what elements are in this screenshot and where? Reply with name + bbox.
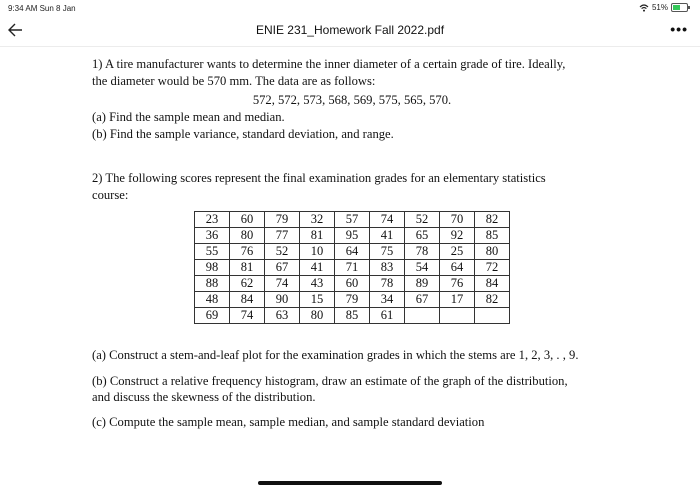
table-cell: 60 xyxy=(230,212,265,228)
table-cell: 74 xyxy=(265,276,300,292)
table-row xyxy=(195,260,510,276)
table-cell: 78 xyxy=(370,276,405,292)
table-cell: 72 xyxy=(475,260,510,276)
table-cell: 52 xyxy=(265,244,300,260)
q1-data: 572, 572, 573, 568, 569, 575, 565, 570. xyxy=(252,93,452,107)
table-cell: 84 xyxy=(230,292,265,308)
table-cell: 10 xyxy=(300,244,335,260)
table-cell: 80 xyxy=(230,228,265,244)
table-cell: 61 xyxy=(370,308,405,324)
table-cell: 48 xyxy=(195,292,230,308)
table-cell: 69 xyxy=(195,308,230,324)
table-cell: 41 xyxy=(370,228,405,244)
table-cell: 77 xyxy=(265,228,300,244)
table-cell: 80 xyxy=(300,308,335,324)
q2-part-c: (c) Compute the sample mean, sample median, and sample standard deviation xyxy=(92,415,485,429)
table-cell: 80 xyxy=(475,244,510,260)
table-cell: 52 xyxy=(405,212,440,228)
table-row xyxy=(195,244,510,260)
table-cell: 90 xyxy=(265,292,300,308)
table-cell: 83 xyxy=(370,260,405,276)
table-row xyxy=(195,292,510,308)
table-cell: 57 xyxy=(335,212,370,228)
table-cell: 15 xyxy=(300,292,335,308)
table-cell: 55 xyxy=(195,244,230,260)
table-cell: 76 xyxy=(230,244,265,260)
table-cell: 34 xyxy=(370,292,405,308)
table-row xyxy=(195,212,510,228)
table-cell: 74 xyxy=(370,212,405,228)
table-cell: 82 xyxy=(475,212,510,228)
status-time: 9:34 AM Sun 8 Jan xyxy=(8,4,76,13)
table-cell: 64 xyxy=(440,260,475,276)
table-cell: 64 xyxy=(335,244,370,260)
q2-part-b-line2: and discuss the skewness of the distribution. xyxy=(92,390,316,404)
table-cell: 54 xyxy=(405,260,440,276)
table-cell xyxy=(440,308,475,324)
table-cell xyxy=(405,308,440,324)
table-row xyxy=(195,228,510,244)
table-cell: 41 xyxy=(300,260,335,276)
q1-part-a: (a) Find the sample mean and median. xyxy=(92,110,285,124)
table-cell: 85 xyxy=(475,228,510,244)
more-icon[interactable]: ••• xyxy=(670,21,688,37)
table-cell: 88 xyxy=(195,276,230,292)
table-cell: 95 xyxy=(335,228,370,244)
battery-icon xyxy=(671,3,688,12)
table-cell: 23 xyxy=(195,212,230,228)
table-cell: 78 xyxy=(405,244,440,260)
table-cell: 85 xyxy=(335,308,370,324)
wifi-icon xyxy=(639,4,649,12)
table-cell: 81 xyxy=(230,260,265,276)
table-cell: 63 xyxy=(265,308,300,324)
table-row xyxy=(195,276,510,292)
table-cell: 25 xyxy=(440,244,475,260)
q2-part-b-line1: (b) Construct a relative frequency histogram, draw an estimate of the graph of the distribution, xyxy=(92,374,568,388)
table-cell: 92 xyxy=(440,228,475,244)
table-cell: 79 xyxy=(335,292,370,308)
battery-percent: 51% xyxy=(651,3,668,12)
table-cell: 17 xyxy=(440,292,475,308)
table-cell: 98 xyxy=(195,260,230,276)
table-cell: 75 xyxy=(370,244,405,260)
nav-bar xyxy=(0,16,700,47)
table-cell: 76 xyxy=(440,276,475,292)
status-right xyxy=(639,3,688,12)
table-cell: 36 xyxy=(195,228,230,244)
table-cell: 65 xyxy=(405,228,440,244)
battery-level xyxy=(673,5,680,10)
table-cell: 67 xyxy=(405,292,440,308)
table-cell xyxy=(475,308,510,324)
q2-line1: 2) The following scores represent the final examination grades for an elementary statistics xyxy=(92,171,546,185)
table-cell: 84 xyxy=(475,276,510,292)
table-cell: 81 xyxy=(300,228,335,244)
status-bar xyxy=(0,0,700,16)
table-cell: 82 xyxy=(475,292,510,308)
grades-table xyxy=(194,211,510,324)
table-cell: 60 xyxy=(335,276,370,292)
table-cell: 79 xyxy=(265,212,300,228)
q1-line2: the diameter would be 570 mm. The data are as follows: xyxy=(92,74,376,88)
table-cell: 67 xyxy=(265,260,300,276)
table-cell: 74 xyxy=(230,308,265,324)
table-cell: 89 xyxy=(405,276,440,292)
q2-line2: course: xyxy=(92,188,129,202)
q2-part-a: (a) Construct a stem-and-leaf plot for the examination grades in which the stems are 1, 2, 3, . , 9. xyxy=(92,348,579,362)
pdf-page xyxy=(0,47,700,489)
table-row xyxy=(195,308,510,324)
table-cell: 70 xyxy=(440,212,475,228)
table-cell: 71 xyxy=(335,260,370,276)
document-title: ENIE 231_Homework Fall 2022.pdf xyxy=(255,23,445,37)
table-cell: 43 xyxy=(300,276,335,292)
home-indicator[interactable] xyxy=(258,481,442,485)
table-cell: 62 xyxy=(230,276,265,292)
q1-part-b: (b) Find the sample variance, standard deviation, and range. xyxy=(92,127,394,141)
table-cell: 32 xyxy=(300,212,335,228)
q1-line1: 1) A tire manufacturer wants to determine the inner diameter of a certain grade of tire. Ideally, xyxy=(92,57,566,71)
